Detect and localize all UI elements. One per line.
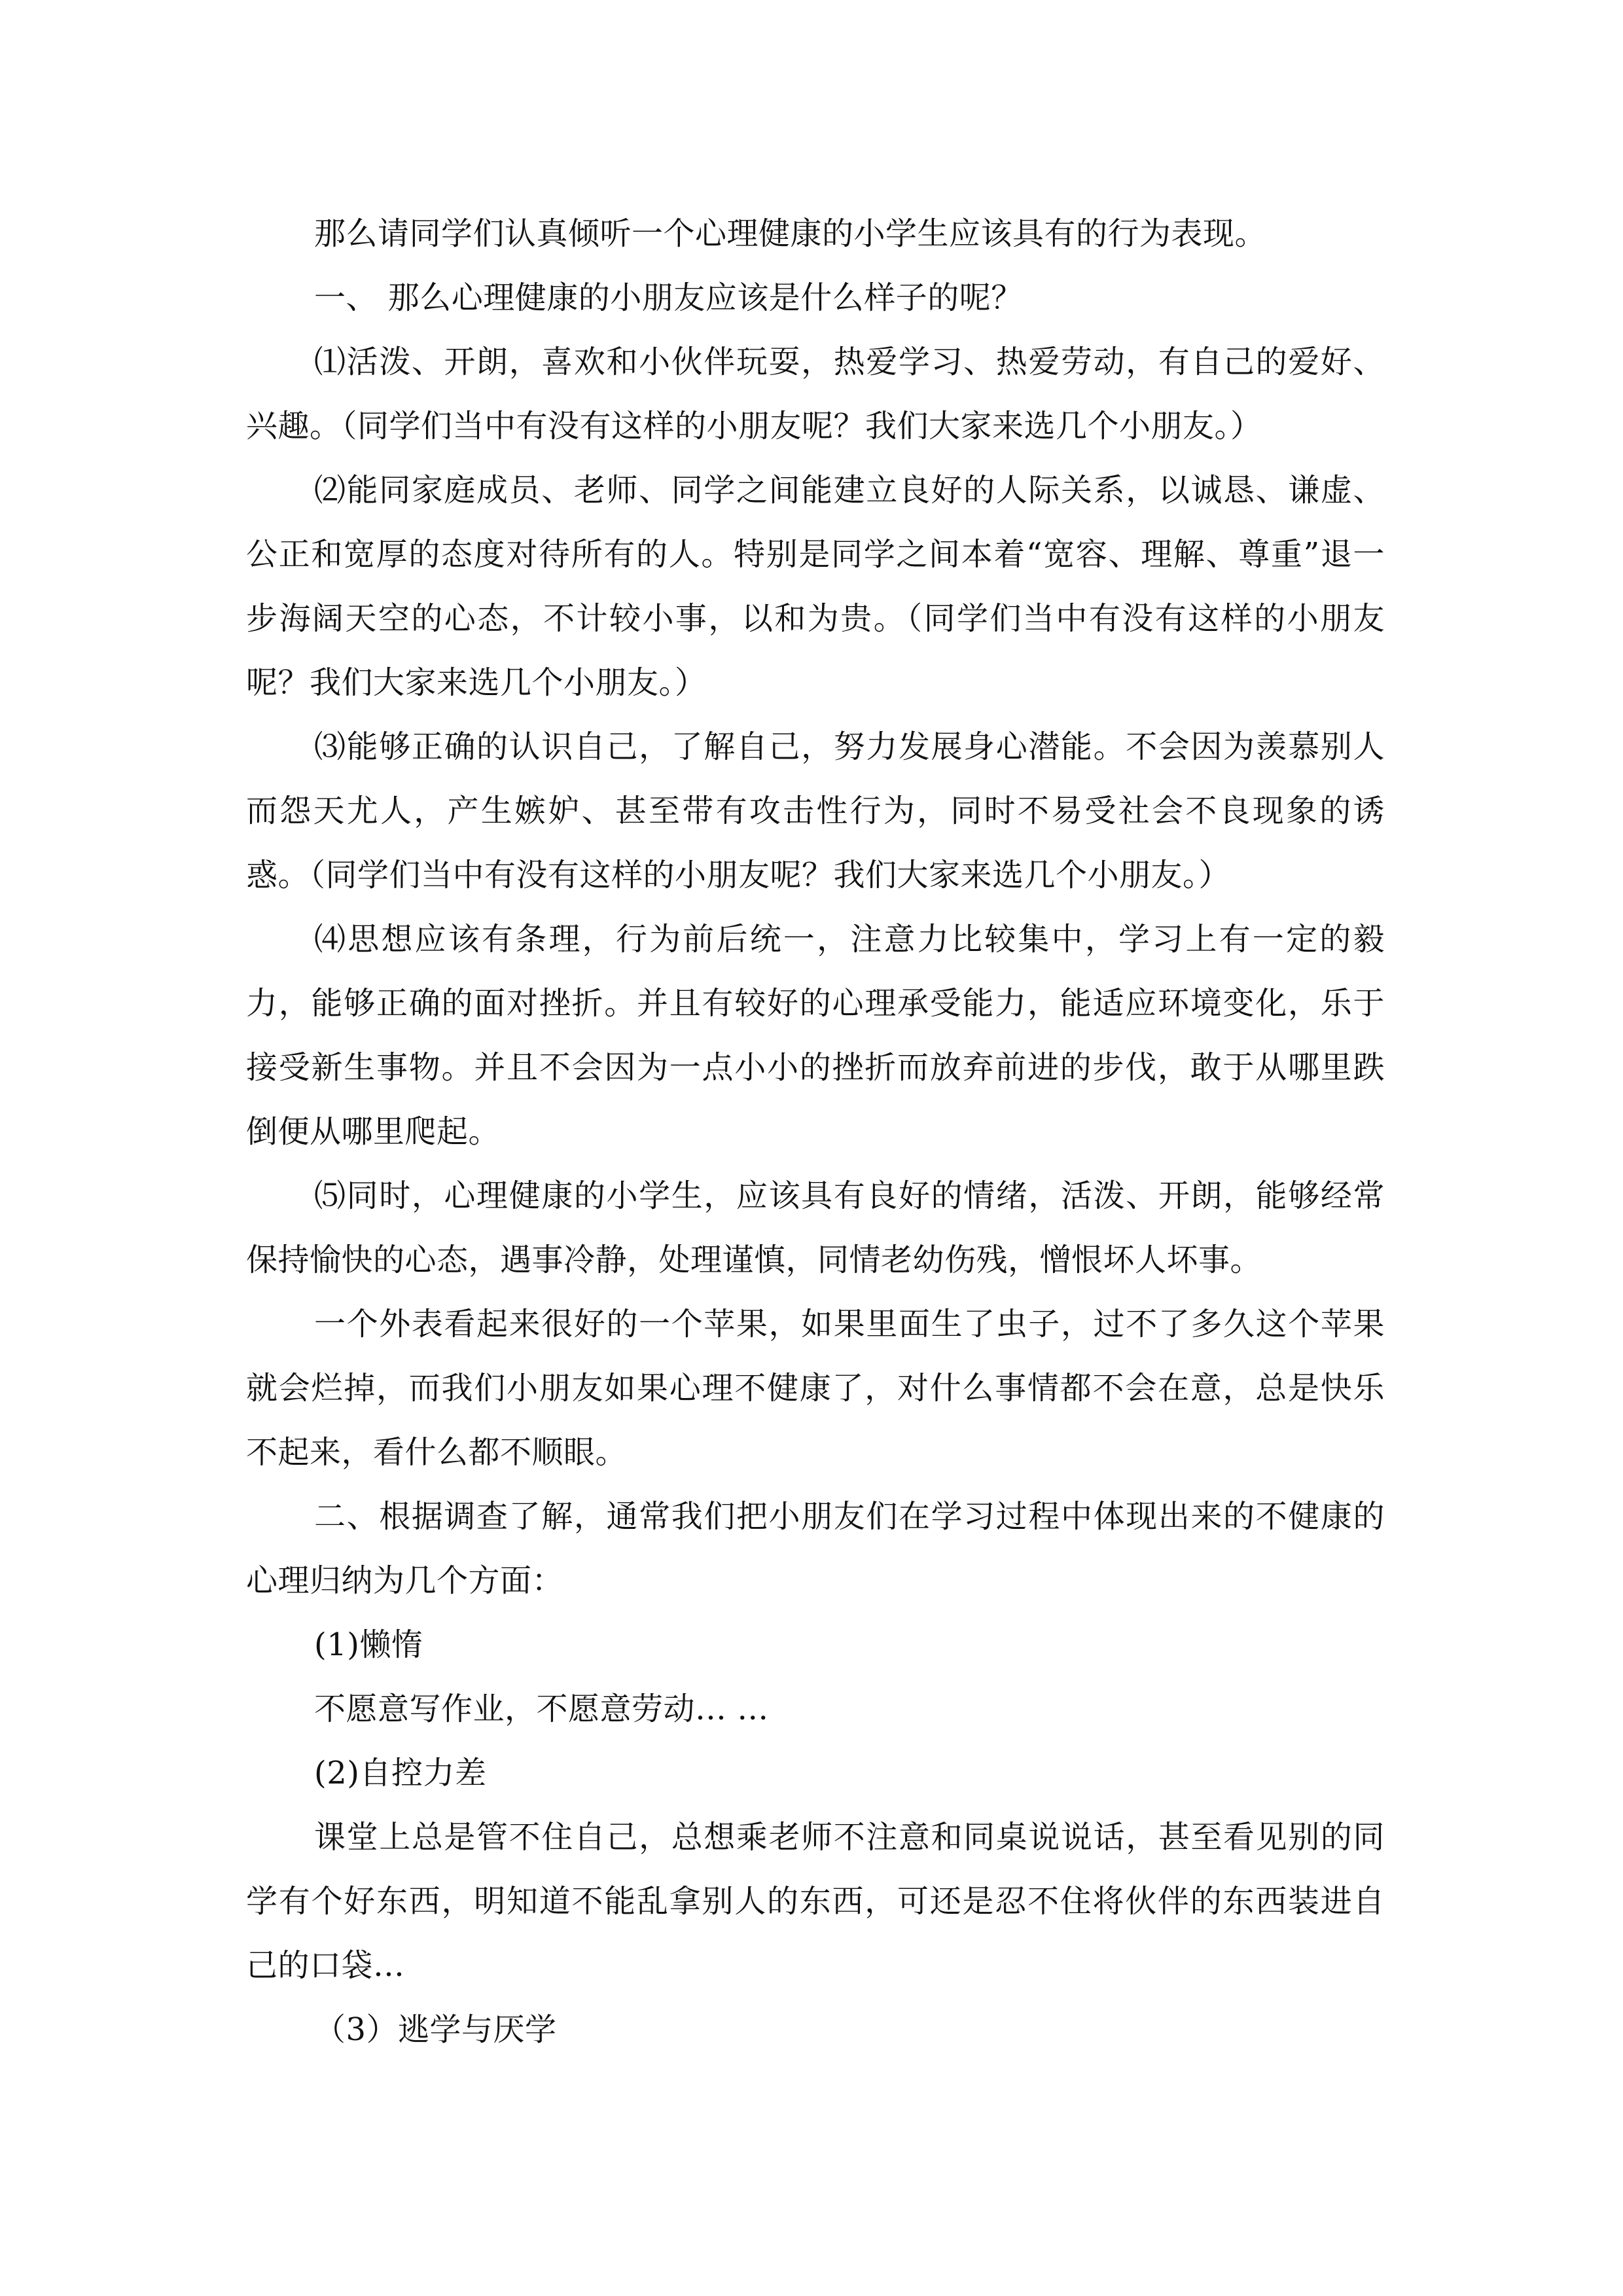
subheading-self-control: (2)自控力差: [314, 1755, 487, 1791]
subheading-truancy: （3）逃学与厌学: [314, 2011, 557, 2048]
list-item-4: ⑷思想应该有条理，行为前后统一，注意力比较集中，学习上有一定的毅力，能够正确的面对挫折。并且有较好的心理承受能力，能适应环境变化，乐于接受新生事物。并且不会因为一点小小的挫折而放弃前进的步伐，敢于从哪里跌倒便从哪里爬起。: [246, 921, 1385, 1150]
list-item-2: ⑵能同家庭成员、老师、同学之间能建立良好的人际关系，以诚恳、谦虚、公正和宽厚的态度对待所有的人。特别是同学之间本着“宽容、理解、尊重”退一步海阔天空的心态，不计较小事，以和为贵。（同学们当中有没有这样的小朋友呢？我们大家来选几个小朋友。）: [246, 472, 1385, 701]
list-item-3: ⑶能够正确的认识自己，了解自己，努力发展身心潜能。不会因为羡慕别人而怨天尤人，产生嫉妒、甚至带有攻击性行为，同时不易受社会不良现象的诱惑。（同学们当中有没有这样的小朋友呢？我们大家来选几个小朋友。）: [246, 728, 1385, 893]
list-item-5: ⑸同时，心理健康的小学生，应该具有良好的情绪，活泼、开朗，能够经常保持愉快的心态，遇事冷静，处理谨慎，同情老幼伤残，憎恨坏人坏事。: [246, 1177, 1385, 1278]
list-item-1: ⑴活泼、开朗，喜欢和小伙伴玩耍，热爱学习、热爱劳动，有自己的爱好、兴趣。（同学们当中有没有这样的小朋友呢？我们大家来选几个小朋友。）: [246, 344, 1385, 444]
paragraph-apple-analogy: 一个外表看起来很好的一个苹果，如果里面生了虫子，过不了多久这个苹果就会烂掉，而我们小朋友如果心理不健康了，对什么事情都不会在意，总是快乐不起来，看什么都不顺眼。: [246, 1306, 1385, 1471]
document-body: [246, 202, 1385, 2062]
section-heading-1: 一、 那么心理健康的小朋友应该是什么样子的呢？: [314, 279, 1023, 316]
subheading-laziness: (1)懒惰: [314, 1626, 423, 1663]
paragraph-self-control: 课堂上总是管不住自己，总想乘老师不注意和同桌说说话，甚至看见别的同学有个好东西，明知道不能乱拿别人的东西，可还是忍不住将伙伴的东西装进自己的口袋…: [246, 1819, 1385, 1984]
section-heading-2: 二、根据调查了解，通常我们把小朋友们在学习过程中体现出来的不健康的心理归纳为几个方面：: [246, 1498, 1385, 1599]
paragraph-intro: 那么请同学们认真倾听一个心理健康的小学生应该具有的行为表现。: [314, 215, 1267, 252]
paragraph-laziness: 不愿意写作业，不愿意劳动… …: [314, 1691, 769, 1727]
